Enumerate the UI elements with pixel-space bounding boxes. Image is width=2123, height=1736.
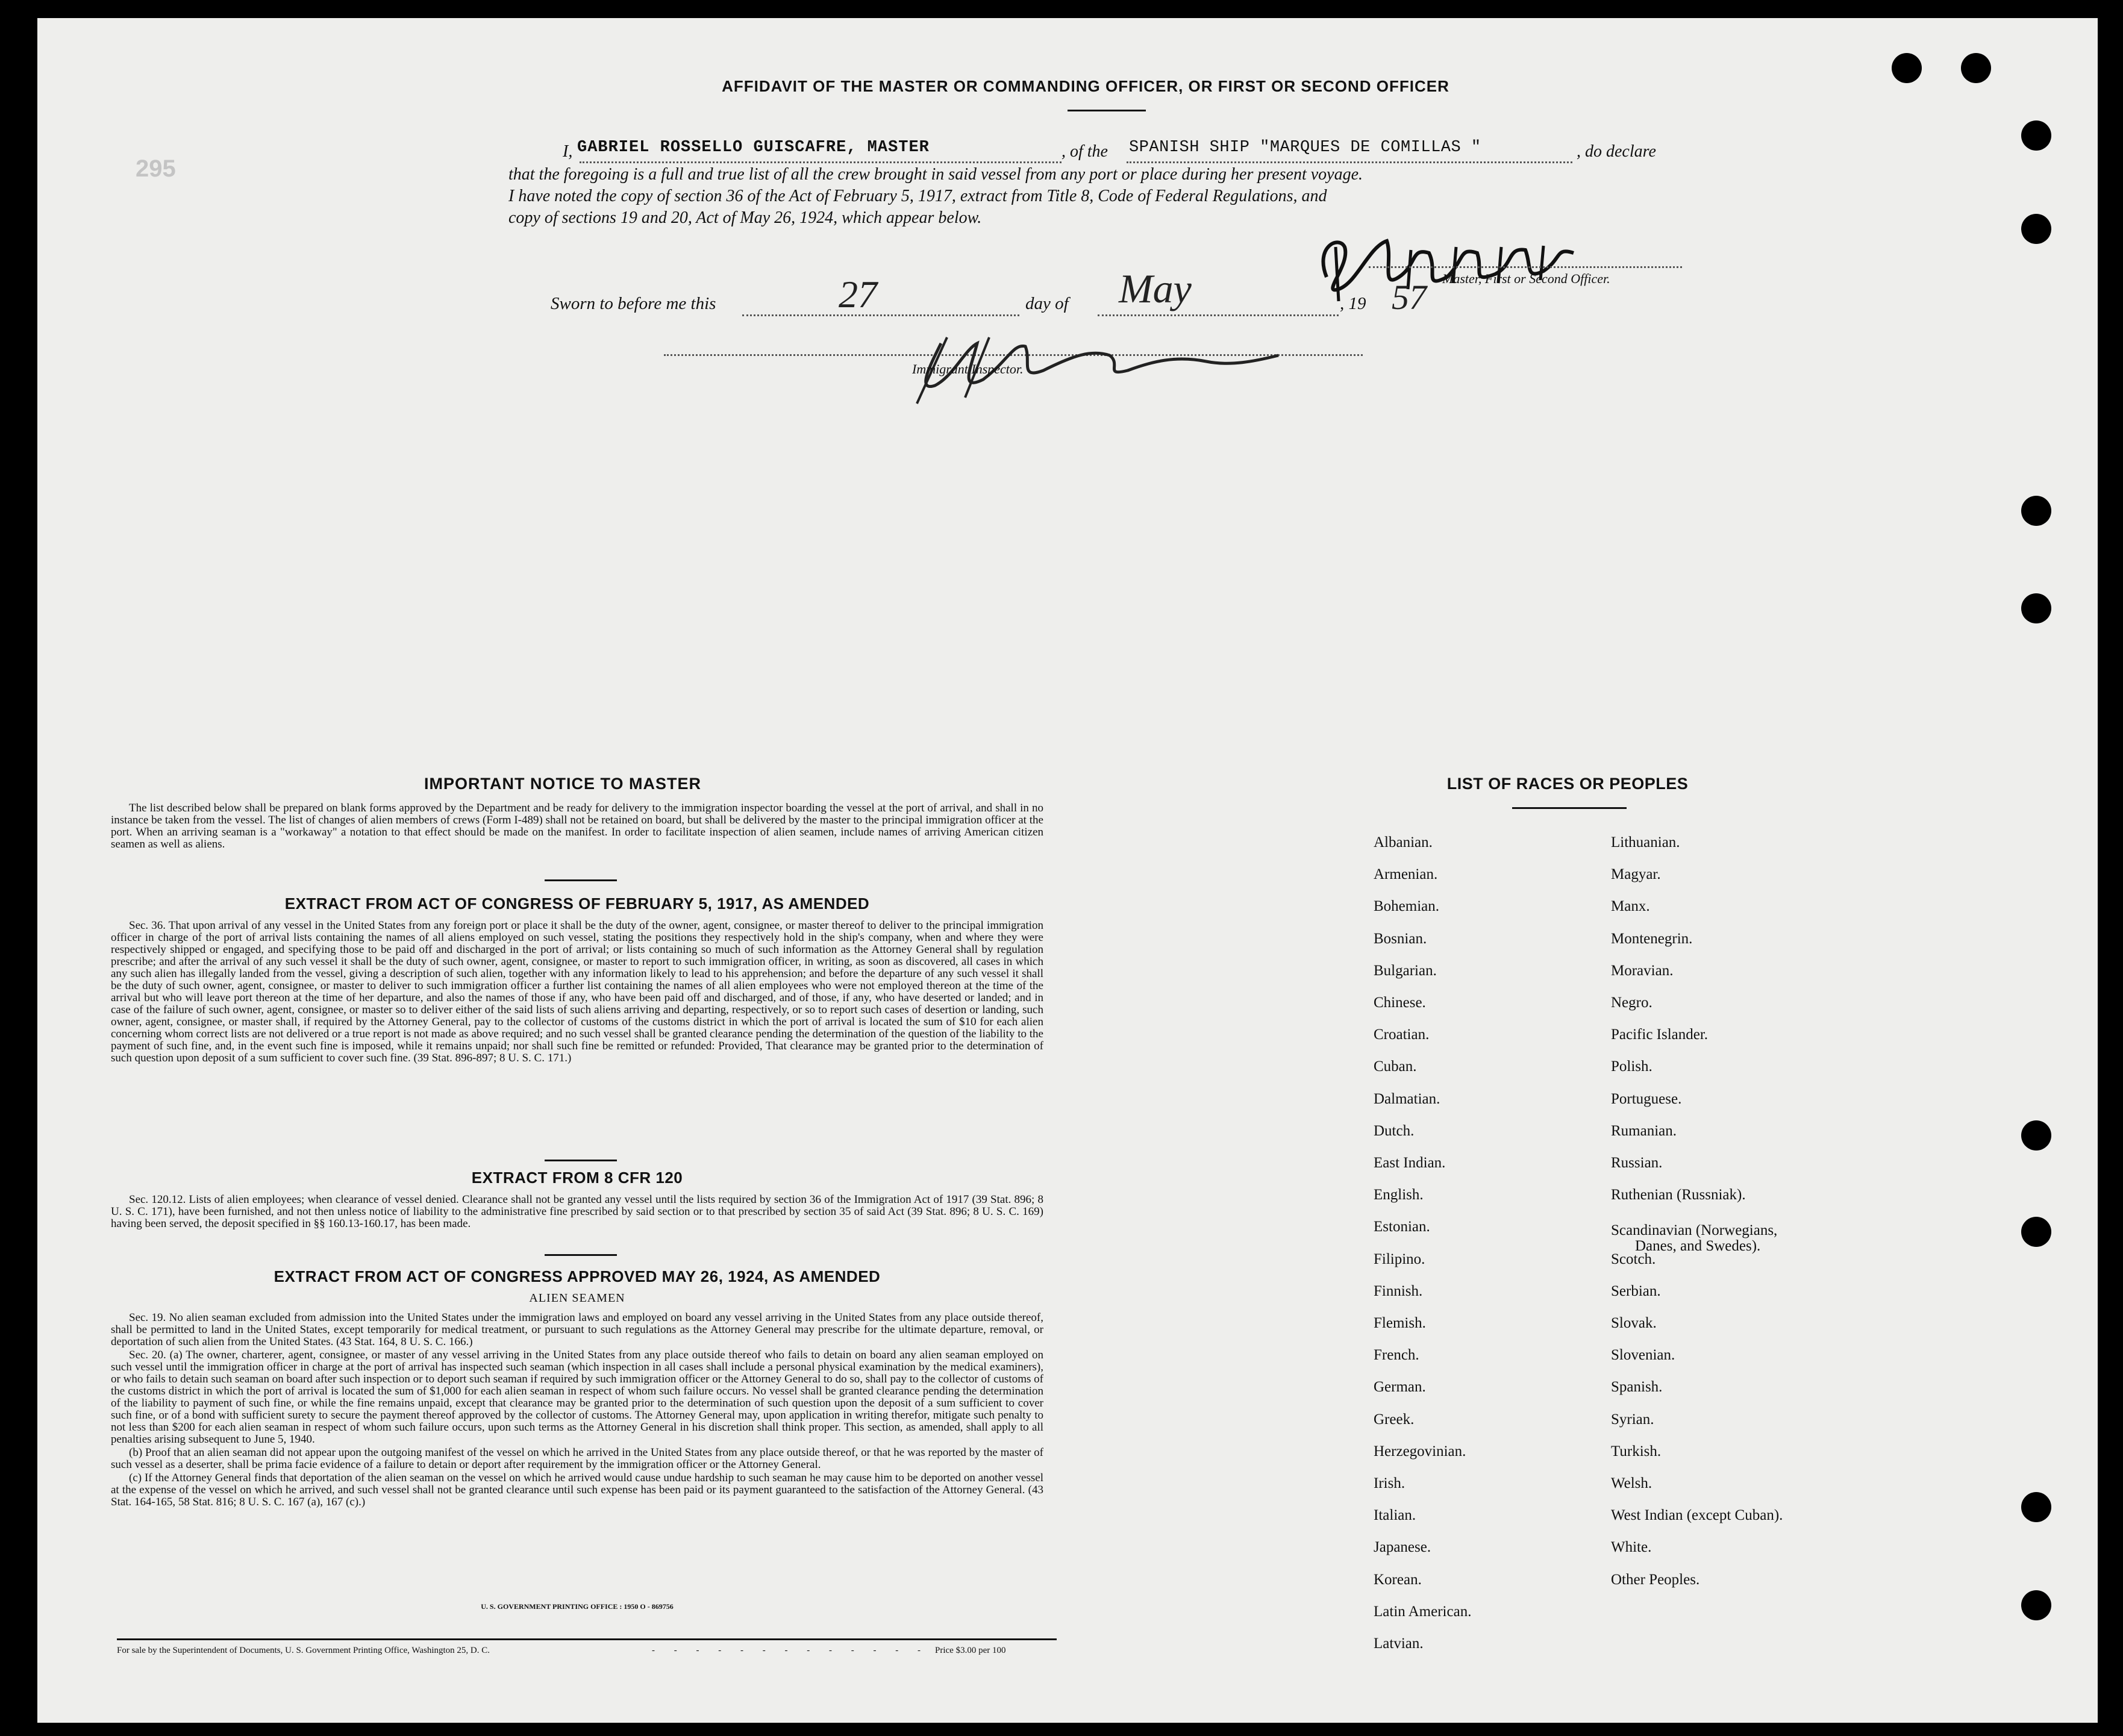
inspector-caption: Immigrant Inspector.: [912, 361, 1024, 376]
race-item: Scotch.: [1611, 1250, 1656, 1267]
notice-paragraph: The list described below shall be prepared on blank forms approved by the Department and be ready for delivery to the immigration inspector boarding the vessel at the port of arrival, and shall in no instance be taken from the vessel. The list of changes of alien members of crews (Form I-489) shall not be retained on board, but shall be delivered by the master to the principal immigration officer at the port. When an arriving seaman is a "workaway" a notation to that effect should be made on the manifest. In order to facilitate inspection of alien seamen, include names of arriving American citizen seamen as well as aliens.: [111, 802, 1043, 851]
binder-hole: [2021, 1590, 2051, 1620]
month-line: [1098, 314, 1339, 316]
race-item: Serbian.: [1611, 1282, 1661, 1299]
binder-hole: [2021, 120, 2051, 151]
race-item: Greek.: [1374, 1411, 1415, 1428]
printing-office-line: U. S. GOVERNMENT PRINTING OFFICE : 1950 O - 869756: [481, 1602, 674, 1611]
race-item: Lithuanian.: [1611, 834, 1680, 851]
sworn-day: 27: [839, 273, 877, 316]
binder-hole: [1961, 53, 1991, 83]
notice-text: [111, 802, 1043, 852]
race-item: White.: [1611, 1539, 1652, 1556]
race-item: Bulgarian.: [1374, 962, 1437, 979]
year-suffix: 57: [1392, 278, 1427, 317]
extract-1924-heading: EXTRACT FROM ACT OF CONGRESS APPROVED MAY 26, 1924, AS AMENDED: [274, 1267, 881, 1285]
year-prefix: , 19: [1340, 294, 1366, 313]
race-item: Croatian.: [1374, 1026, 1430, 1043]
footer-dashes: - - - - - - - - - - - - -: [652, 1646, 929, 1655]
affidavit-line-3: I have noted the copy of section 36 of the Act of February 5, 1917, extract from Title 8, Code of Federal Regulations, and: [508, 187, 1327, 205]
extract-1917-rule: [545, 1160, 617, 1161]
sec-20a-paragraph: Sec. 20. (a) The owner, charterer, agent, consignee, or master of any vessel arriving in the United States from any place outside thereof who fails to detain on board any alien seaman employed on such vessel until the immigration officer in charge at the port of arrival has inspected such seaman (which inspection in all cases shall include a personal physical examination by the medical examiners), or who fails to detain such seaman on board after such inspection or to deport such seaman if required by such immigration officer or the Attorney General to do so, shall pay to the collector of customs of the customs district in which the port of arrival is located the sum of $1,000 for each alien seaman in respect of whom such failure occurs. No vessel shall be granted clearance pending the determination of the liability to payment of such fine, or while the fine remains unpaid, except that clearance may be granted prior to the determination of such question upon the deposit of a sum sufficient to cover such fine, or of a bond with sufficient surety to secure the payment thereof approved by the collector of customs. The Attorney General may, upon application in writing therefor, mitigate such penalty to not less than $200 for each alien seaman in respect of whom such failure occurs, upon such terms as the Attorney General in his discretion shall think proper. This section, as amended, shall apply to all penalties arising subsequent to June 5, 1940.: [111, 1349, 1043, 1446]
race-item: Herzegovinian.: [1374, 1443, 1466, 1460]
race-item: English.: [1374, 1187, 1424, 1204]
race-item: Pacific Islander.: [1611, 1026, 1709, 1043]
day-of-text: day of: [1025, 294, 1069, 313]
sworn-prefix: Sworn to before me this: [551, 294, 716, 313]
extract-1917-heading: EXTRACT FROM ACT OF CONGRESS OF FEBRUARY 5, 1917, AS AMENDED: [284, 895, 870, 913]
race-item: Danes, and Swedes).: [1635, 1238, 1761, 1255]
sec-19-paragraph: Sec. 19. No alien seaman excluded from admission into the United States under the immigration laws and employed on board any vessel arriving in the United States from any place outside thereof, shall be permitted to land in the United States, except temporarily for medical treatment, or pursuant to such regulations as the Attorney General may prescribe for the ultimate departure, removal, or deportation of such alien from the United States. (43 Stat. 164, 8 U. S. C. 166.): [111, 1311, 1043, 1348]
races-heading: LIST OF RACES OR PEOPLES: [1446, 775, 1689, 793]
master-signature-line: [1369, 266, 1682, 268]
document-page: [37, 18, 2098, 1723]
affidavit-i: I,: [563, 142, 573, 161]
race-item: West Indian (except Cuban).: [1611, 1507, 1783, 1524]
master-name: GABRIEL ROSSELLO GUISCAFRE, MASTER: [577, 139, 930, 157]
race-item: Latin American.: [1374, 1603, 1472, 1620]
race-item: Russian.: [1611, 1155, 1663, 1171]
cfr-heading: EXTRACT FROM 8 CFR 120: [471, 1169, 683, 1187]
races-rule: [1512, 807, 1627, 809]
race-item: Rumanian.: [1611, 1122, 1677, 1139]
race-item: Japanese.: [1374, 1539, 1431, 1556]
binder-hole: [2021, 1120, 2051, 1151]
extract-1924-subheading: ALIEN SEAMEN: [529, 1291, 625, 1305]
race-item: Magyar.: [1611, 866, 1661, 883]
race-item: Irish.: [1374, 1475, 1405, 1491]
race-item: Chinese.: [1374, 994, 1426, 1011]
race-item: Dalmatian.: [1374, 1090, 1440, 1107]
day-line: [742, 314, 1019, 316]
master-signature-caption: Master, First or Second Officer.: [1442, 271, 1610, 286]
race-item: Albanian.: [1374, 834, 1433, 851]
affidavit-title: AFFIDAVIT OF THE MASTER OR COMMANDING OFFICER, OR FIRST OR SECOND OFFICER: [722, 77, 1449, 95]
race-item: Negro.: [1611, 994, 1652, 1011]
race-item: Moravian.: [1611, 962, 1674, 979]
extract-1917-text: [111, 920, 1043, 1066]
name-line: [580, 161, 1062, 163]
affidavit-line-4: copy of sections 19 and 20, Act of May 26, 1924, which appear below.: [508, 208, 982, 227]
race-item: Slovenian.: [1611, 1347, 1675, 1364]
race-item: Manx.: [1611, 898, 1650, 915]
race-item: Polish.: [1611, 1058, 1652, 1075]
vessel-line: [1127, 161, 1572, 163]
binder-hole: [2021, 1217, 2051, 1247]
race-item: Other Peoples.: [1611, 1571, 1700, 1588]
race-item: East Indian.: [1374, 1155, 1446, 1171]
race-item: Bohemian.: [1374, 898, 1440, 915]
binder-hole: [2021, 214, 2051, 244]
race-item: Slovak.: [1611, 1315, 1657, 1331]
notice-heading: IMPORTANT NOTICE TO MASTER: [424, 775, 701, 793]
extract-1917-paragraph: Sec. 36. That upon arrival of any vessel in the United States from any foreign port or place it shall be the duty of the owner, agent, consignee, or master thereof to deliver to the principal immigration officer in charge of the port of arrival lists containing the names of all aliens employed on such vessel, stating the positions they respectively hold in the ship's company, when and where they were respectively shipped or engaged, and specifying those to be paid off and discharged in the port of arrival; or lists containing so much of such information as the Attorney General shall by regulation prescribe; and after the arrival of any such vessel it shall be the duty of such owner, agent, consignee, or master to report to such immigration officer, in writing, as soon as discovered, all cases in which any such alien has illegally landed from the vessel, giving a description of such alien, together with any information likely to lead to his apprehension; and before the departure of any such vessel it shall be the duty of such owner, agent, consignee, or master to deliver to such immigration officer a further list containing the names of all alien employees who were not employed thereon at the time of the arrival but who will leave port thereon at the time of her departure, and also the names of those if any, who have been paid off and discharged, and of those, if any, who have deserted or landed; and in case of the failure of such owner, agent, consignee, or master so to deliver either of the said lists of such aliens arriving and departing, respectively, or so to report such cases of desertion or landing, such owner, agent, consignee, or master shall, if required by the Attorney General, pay to the collector of customs of the customs district in which the port of arrival is located the sum of $10 for each alien concerning whom correct lists are not delivered or a true report is not made as above required; and no such vessel shall be granted clearance pending the determination of the question of the liability to the payment of such fine, and, in the event such fine is imposed, while it remains unpaid; nor shall such fine be remitted or refunded: Provided, That clearance may be granted prior to the determination of such question upon deposit of a sum sufficient to cover such fine. (39 Stat. 896-897; 8 U. S. C. 171.): [111, 919, 1043, 1064]
of-the-text: , of the: [1062, 142, 1108, 161]
race-item: Finnish.: [1374, 1282, 1423, 1299]
race-item: Montenegrin.: [1611, 930, 1693, 947]
race-item: Armenian.: [1374, 866, 1438, 883]
footer-rule: [117, 1638, 1057, 1640]
race-item: Flemish.: [1374, 1315, 1426, 1331]
footer-sale-text: For sale by the Superintendent of Documents, U. S. Government Printing Office, Washington 25, D. C.: [117, 1646, 490, 1655]
binder-hole: [2021, 1492, 2051, 1522]
binder-hole: [1892, 53, 1922, 83]
vessel-name: SPANISH SHIP "MARQUES DE COMILLAS ": [1129, 139, 1481, 157]
title-rule: [1068, 110, 1146, 111]
race-item: Portuguese.: [1611, 1090, 1682, 1107]
footer-price: Price $3.00 per 100: [935, 1646, 1006, 1655]
race-item: Syrian.: [1611, 1411, 1654, 1428]
race-item: Estonian.: [1374, 1219, 1430, 1235]
race-item: Korean.: [1374, 1571, 1422, 1588]
race-item: Italian.: [1374, 1507, 1416, 1524]
race-item: German.: [1374, 1379, 1426, 1396]
race-item: Spanish.: [1611, 1379, 1663, 1396]
race-item: Cuban.: [1374, 1058, 1417, 1075]
cfr-rule: [545, 1254, 617, 1256]
binder-hole: [2021, 593, 2051, 623]
do-declare-text: , do declare: [1577, 142, 1656, 161]
race-item: Turkish.: [1611, 1443, 1662, 1460]
sworn-month: May: [1119, 266, 1192, 311]
race-item: Ruthenian (Russniak).: [1611, 1187, 1746, 1204]
binder-hole: [2021, 496, 2051, 526]
cfr-paragraph: Sec. 120.12. Lists of alien employees; when clearance of vessel denied. Clearance shall not be granted any vessel until the lists required by section 36 of the Immigration Act of 1917 (39 Stat. 896; 8 U. S. C. 171), have been furnished, and not then unless notice of liability to the administrative fine prescribed by said section or to that prescribed by section 35 of said Act (39 Stat. 896; 8 U. S. C. 169) having been served, the deposit specified in §§ 160.13-160.17, has been made.: [111, 1193, 1043, 1230]
affidavit-line-2: that the foregoing is a full and true list of all the crew brought in said vessel from any port or place during her present voyage.: [508, 165, 1363, 184]
race-item: Latvian.: [1374, 1635, 1424, 1652]
page-stamp-number: 295: [136, 155, 176, 182]
race-item: French.: [1374, 1347, 1419, 1364]
notice-rule: [545, 879, 617, 881]
race-item: Scandinavian (Norwegians,: [1611, 1222, 1778, 1239]
sec-20b-paragraph: (b) Proof that an alien seaman did not appear upon the outgoing manifest of the vessel on which he arrived in the United States from any place outside thereof, or that he was reported by the master of such vessel as a deserter, shall be prima facie evidence of a failure to detain or deport after requirement by the immigration officer or the Attorney General.: [111, 1446, 1043, 1471]
race-item: Bosnian.: [1374, 930, 1427, 947]
extract-1924-text: [111, 1312, 1043, 1510]
cfr-text: [111, 1194, 1043, 1231]
sec-20c-paragraph: (c) If the Attorney General finds that deportation of the alien seaman on the vessel on which he arrived would cause undue hardship to such seaman he may cause him to be deported on another vessel at the expense of the vessel on which he arrived, and such vessel shall not be granted clearance until such expense has been paid or its payment guaranteed to the satisfaction of the Attorney General. (43 Stat. 164-165, 58 Stat. 816; 8 U. S. C. 167 (a), 167 (c).): [111, 1472, 1043, 1508]
race-item: Dutch.: [1374, 1122, 1415, 1139]
race-item: Filipino.: [1374, 1250, 1425, 1267]
race-item: Welsh.: [1611, 1475, 1652, 1491]
